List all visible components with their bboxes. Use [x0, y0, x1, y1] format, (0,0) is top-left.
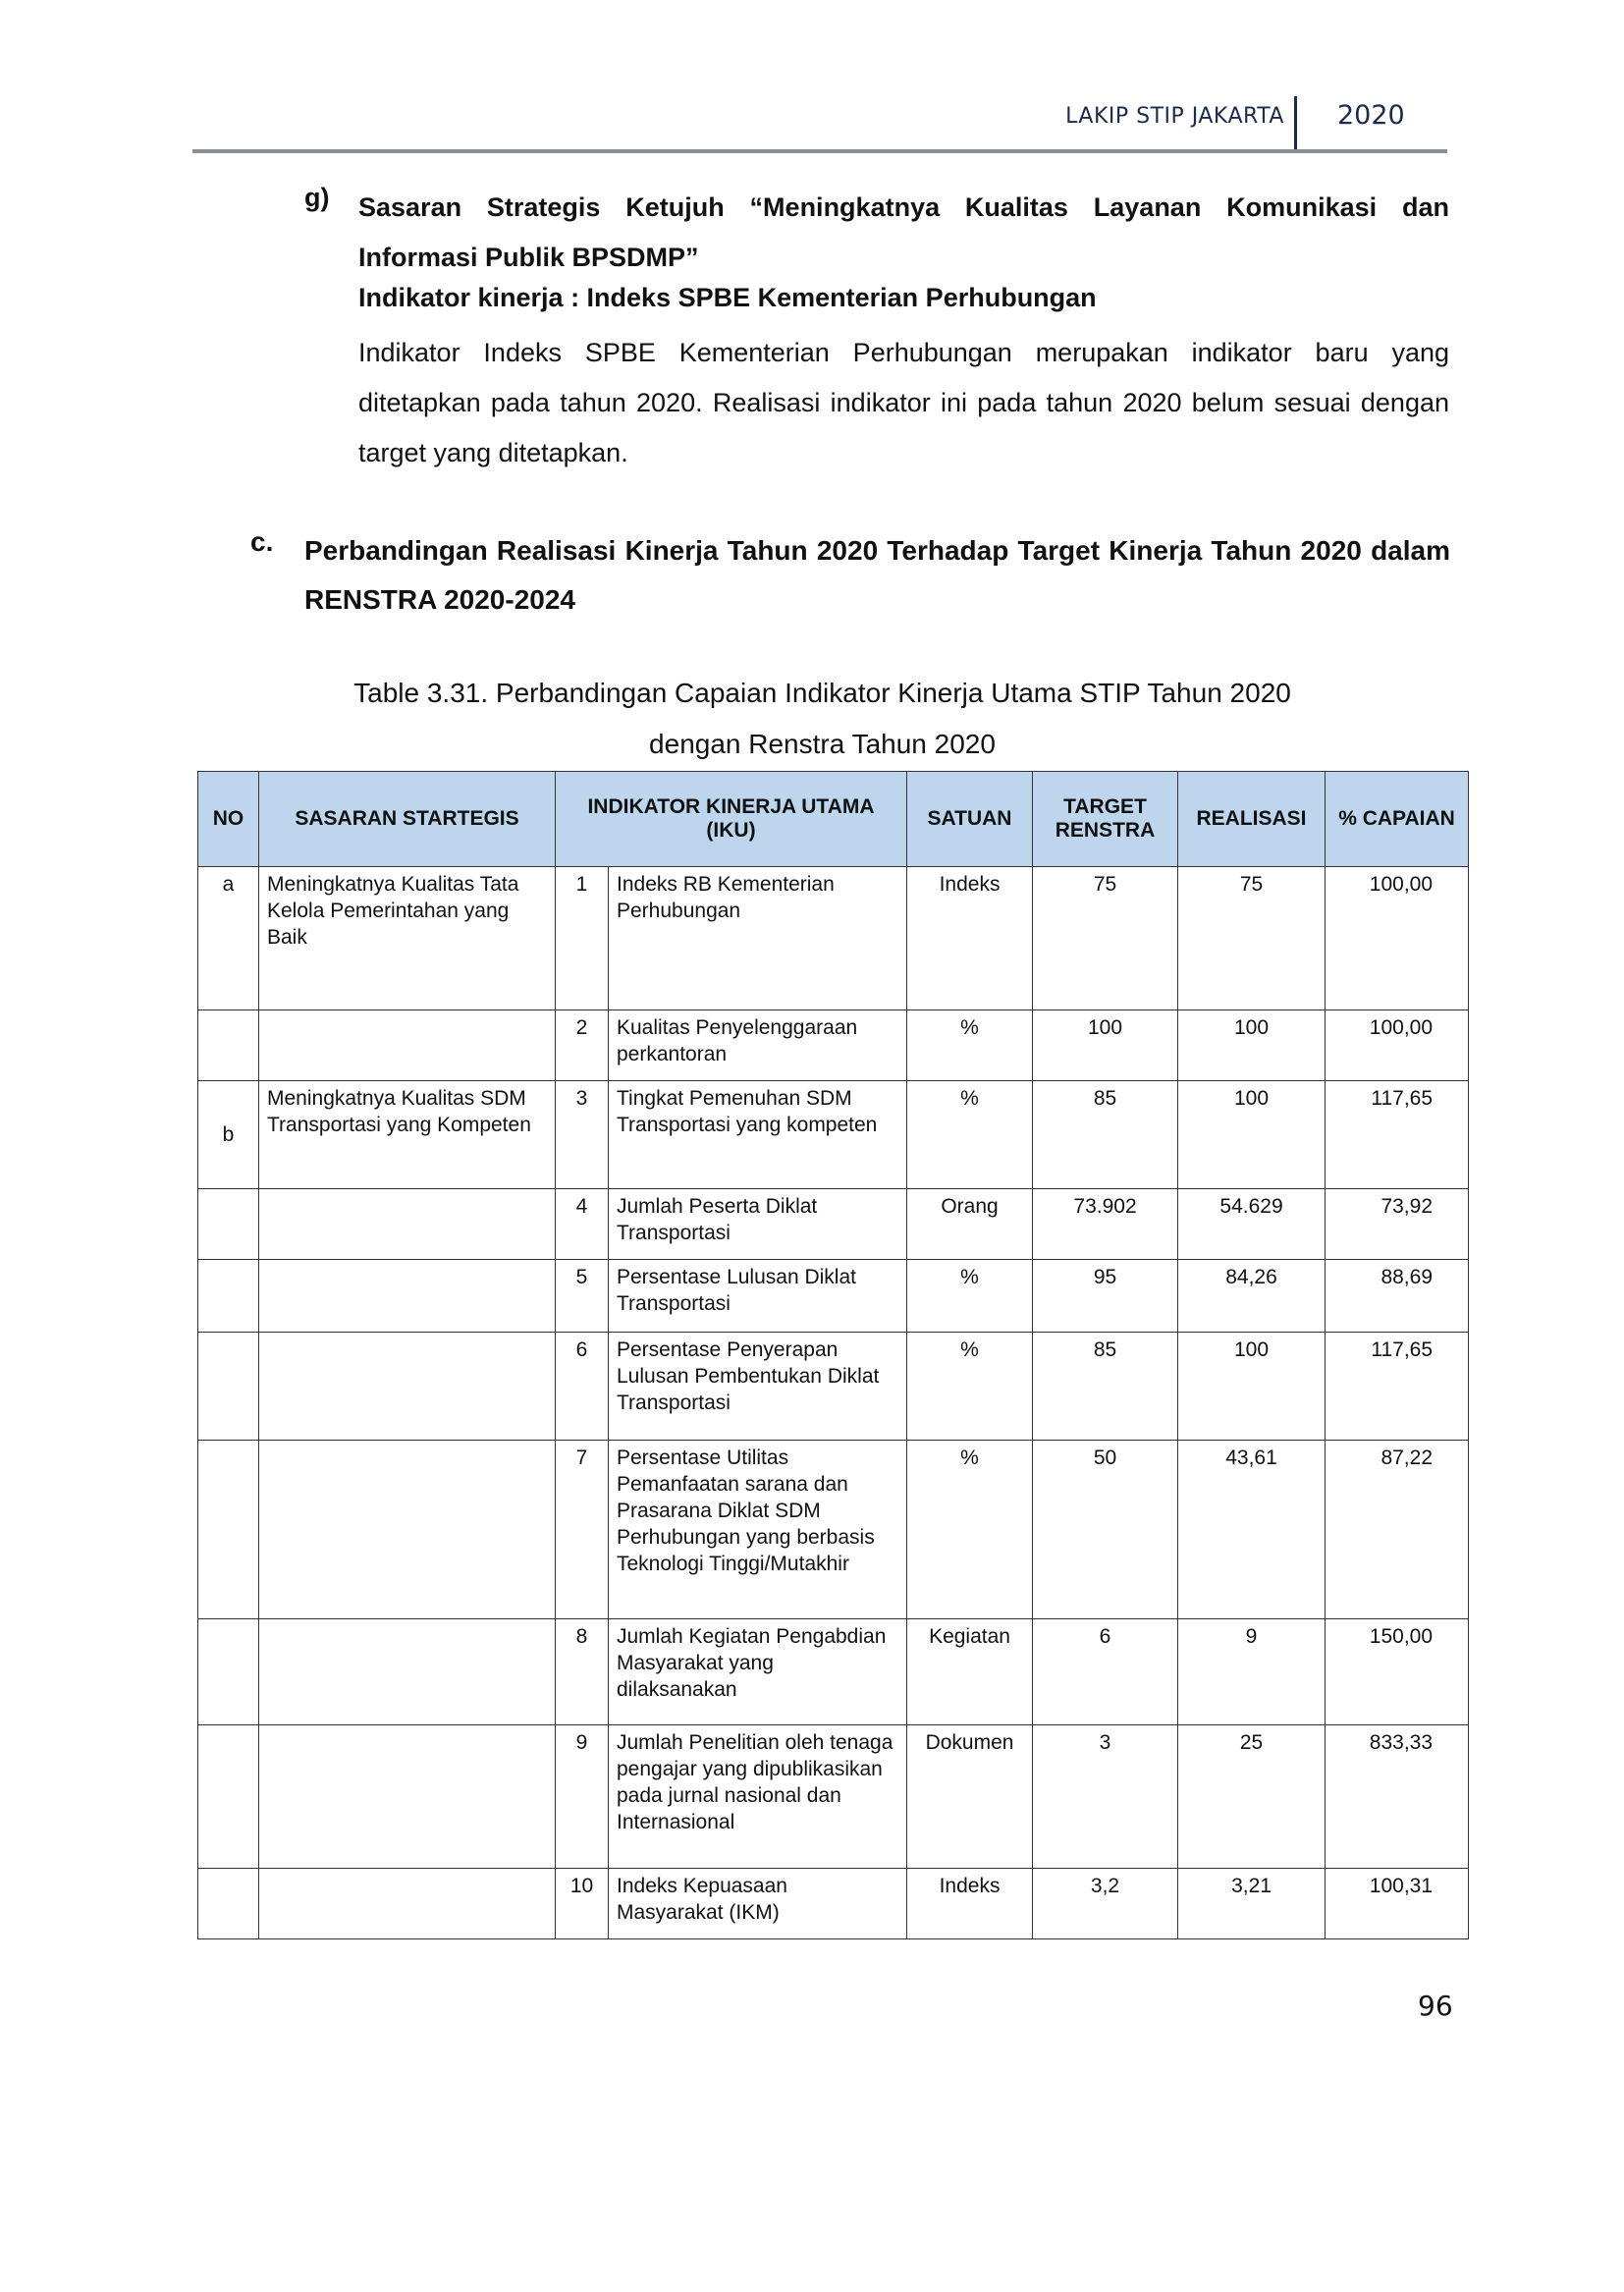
cell-capaian: 87,22 [1326, 1441, 1469, 1619]
page-number: 96 [1418, 1990, 1453, 2022]
caption-line-2: dengan Renstra Tahun 2020 [649, 729, 996, 759]
cell-realisasi: 9 [1178, 1619, 1326, 1725]
cell-satuan: % [907, 1260, 1033, 1333]
cell-no [198, 1333, 259, 1441]
cell-iku-number: 1 [556, 867, 609, 1010]
cell-iku: Indeks Kepuasaan Masyarakat (IKM) [609, 1869, 907, 1939]
cell-no [198, 1725, 259, 1869]
cell-realisasi: 100 [1178, 1010, 1326, 1081]
cell-capaian: 88,69 [1326, 1260, 1469, 1333]
cell-iku-number: 9 [556, 1725, 609, 1869]
cell-sasaran [259, 1725, 556, 1869]
cell-satuan: Indeks [907, 1869, 1033, 1939]
cell-satuan: Kegiatan [907, 1619, 1033, 1725]
cell-no [198, 1260, 259, 1333]
cell-satuan: Indeks [907, 867, 1033, 1010]
cell-iku-number: 3 [556, 1081, 609, 1189]
table-caption [196, 668, 1448, 770]
cell-satuan: % [907, 1010, 1033, 1081]
section-g-title: Sasaran Strategis Ketujuh “Meningkatnya Kualitas Layanan Komunikasi dan Informasi Publik BPSDMP” [358, 192, 1449, 272]
cell-realisasi: 25 [1178, 1725, 1326, 1869]
cell-capaian: 150,00 [1326, 1619, 1469, 1725]
cell-sasaran [259, 1619, 556, 1725]
cell-target: 3,2 [1033, 1869, 1178, 1939]
cell-iku: Tingkat Pemenuhan SDM Transportasi yang kompeten [609, 1081, 907, 1189]
cell-no [198, 1869, 259, 1939]
col-header-sasaran: SASARAN STARTEGIS [259, 772, 556, 867]
table-row [198, 1441, 1469, 1619]
cell-realisasi: 100 [1178, 1081, 1326, 1189]
table-row [198, 1260, 1469, 1333]
table-header-row [198, 772, 1469, 867]
cell-sasaran: Meningkatnya Kualitas SDM Transportasi yang Kompeten [259, 1081, 556, 1189]
cell-iku-number: 7 [556, 1441, 609, 1619]
col-header-realisasi: REALISASI [1178, 772, 1326, 867]
cell-target: 85 [1033, 1333, 1178, 1441]
cell-iku-number: 8 [556, 1619, 609, 1725]
cell-no [198, 1189, 259, 1260]
table-row [198, 1869, 1469, 1939]
cell-realisasi: 54.629 [1178, 1189, 1326, 1260]
table-row [198, 1081, 1469, 1189]
cell-no [198, 1441, 259, 1619]
header-year: 2020 [1337, 100, 1405, 131]
cell-iku: Kualitas Penyelenggaraan perkantoran [609, 1010, 907, 1081]
cell-iku-number: 10 [556, 1869, 609, 1939]
cell-no [198, 1010, 259, 1081]
cell-target: 6 [1033, 1619, 1178, 1725]
cell-satuan: % [907, 1081, 1033, 1189]
section-g-body: Indikator Indeks SPBE Kementerian Perhubungan merupakan indikator baru yang ditetapkan pada tahun 2020. Realisasi indikator ini pada tahun 2020 belum sesuai dengan target yang ditetapkan. [358, 338, 1449, 467]
cell-satuan: % [907, 1333, 1033, 1441]
cell-capaian: 100,00 [1326, 1010, 1469, 1081]
cell-realisasi: 100 [1178, 1333, 1326, 1441]
cell-satuan: % [907, 1441, 1033, 1619]
cell-iku: Persentase Lulusan Diklat Transportasi [609, 1260, 907, 1333]
header-separator [1294, 96, 1297, 153]
section-g-label: g) [304, 183, 330, 212]
cell-target: 95 [1033, 1260, 1178, 1333]
cell-target: 73.902 [1033, 1189, 1178, 1260]
table-row [198, 1333, 1469, 1441]
header-title: LAKIP STIP JAKARTA [1065, 104, 1284, 129]
col-header-target: TARGET RENSTRA [1033, 772, 1178, 867]
cell-realisasi: 43,61 [1178, 1441, 1326, 1619]
cell-iku: Persentase Penyerapan Lulusan Pembentukan Diklat Transportasi [609, 1333, 907, 1441]
table-row [198, 1725, 1469, 1869]
cell-iku: Jumlah Kegiatan Pengabdian Masyarakat yang dilaksanakan [609, 1619, 907, 1725]
cell-sasaran [259, 1441, 556, 1619]
cell-target: 100 [1033, 1010, 1178, 1081]
section-c-title: Perbandingan Realisasi Kinerja Tahun 2020 Terhadap Target Kinerja Tahun 2020 dalam RENSTRA 2020-2024 [304, 535, 1450, 615]
cell-capaian: 833,33 [1326, 1725, 1469, 1869]
table-row [198, 1010, 1469, 1081]
cell-sasaran [259, 1869, 556, 1939]
cell-realisasi: 75 [1178, 867, 1326, 1010]
cell-iku: Jumlah Penelitian oleh tenaga pengajar yang dipublikasikan pada jurnal nasional dan Internasional [609, 1725, 907, 1869]
col-header-satuan: SATUAN [907, 772, 1033, 867]
cell-no: b [198, 1081, 259, 1189]
header-rule [192, 149, 1447, 153]
cell-capaian: 117,65 [1326, 1333, 1469, 1441]
cell-target: 50 [1033, 1441, 1178, 1619]
cell-iku-number: 5 [556, 1260, 609, 1333]
cell-target: 3 [1033, 1725, 1178, 1869]
cell-satuan: Dokumen [907, 1725, 1033, 1869]
cell-iku-number: 6 [556, 1333, 609, 1441]
cell-target: 75 [1033, 867, 1178, 1010]
table-row [198, 1619, 1469, 1725]
cell-sasaran: Meningkatnya Kualitas Tata Kelola Pemerintahan yang Baik [259, 867, 556, 1010]
section-c-label: c. [250, 526, 274, 557]
col-header-iku: INDIKATOR KINERJA UTAMA (IKU) [556, 772, 907, 867]
cell-no: a [198, 867, 259, 1010]
iku-table [197, 771, 1469, 1939]
cell-capaian: 100,31 [1326, 1869, 1469, 1939]
cell-sasaran [259, 1010, 556, 1081]
cell-iku-number: 2 [556, 1010, 609, 1081]
cell-sasaran [259, 1260, 556, 1333]
cell-capaian: 100,00 [1326, 867, 1469, 1010]
cell-iku: Jumlah Peserta Diklat Transportasi [609, 1189, 907, 1260]
cell-no [198, 1619, 259, 1725]
cell-iku: Persentase Utilitas Pemanfaatan sarana dan Prasarana Diklat SDM Perhubungan yang berbasis Teknologi Tinggi/Mutakhir [609, 1441, 907, 1619]
cell-satuan: Orang [907, 1189, 1033, 1260]
table-row [198, 867, 1469, 1010]
cell-realisasi: 84,26 [1178, 1260, 1326, 1333]
cell-sasaran [259, 1189, 556, 1260]
cell-capaian: 73,92 [1326, 1189, 1469, 1260]
section-g-indikator: Indikator kinerja : Indeks SPBE Kementerian Perhubungan [358, 283, 1097, 312]
cell-iku-number: 4 [556, 1189, 609, 1260]
cell-target: 85 [1033, 1081, 1178, 1189]
table-row [198, 1189, 1469, 1260]
running-header [192, 96, 1447, 153]
col-header-no: NO [198, 772, 259, 867]
cell-capaian: 117,65 [1326, 1081, 1469, 1189]
col-header-capaian: % CAPAIAN [1326, 772, 1469, 867]
cell-sasaran [259, 1333, 556, 1441]
caption-line-1: Table 3.31. Perbandingan Capaian Indikator Kinerja Utama STIP Tahun 2020 [353, 678, 1291, 708]
cell-iku: Indeks RB Kementerian Perhubungan [609, 867, 907, 1010]
cell-realisasi: 3,21 [1178, 1869, 1326, 1939]
